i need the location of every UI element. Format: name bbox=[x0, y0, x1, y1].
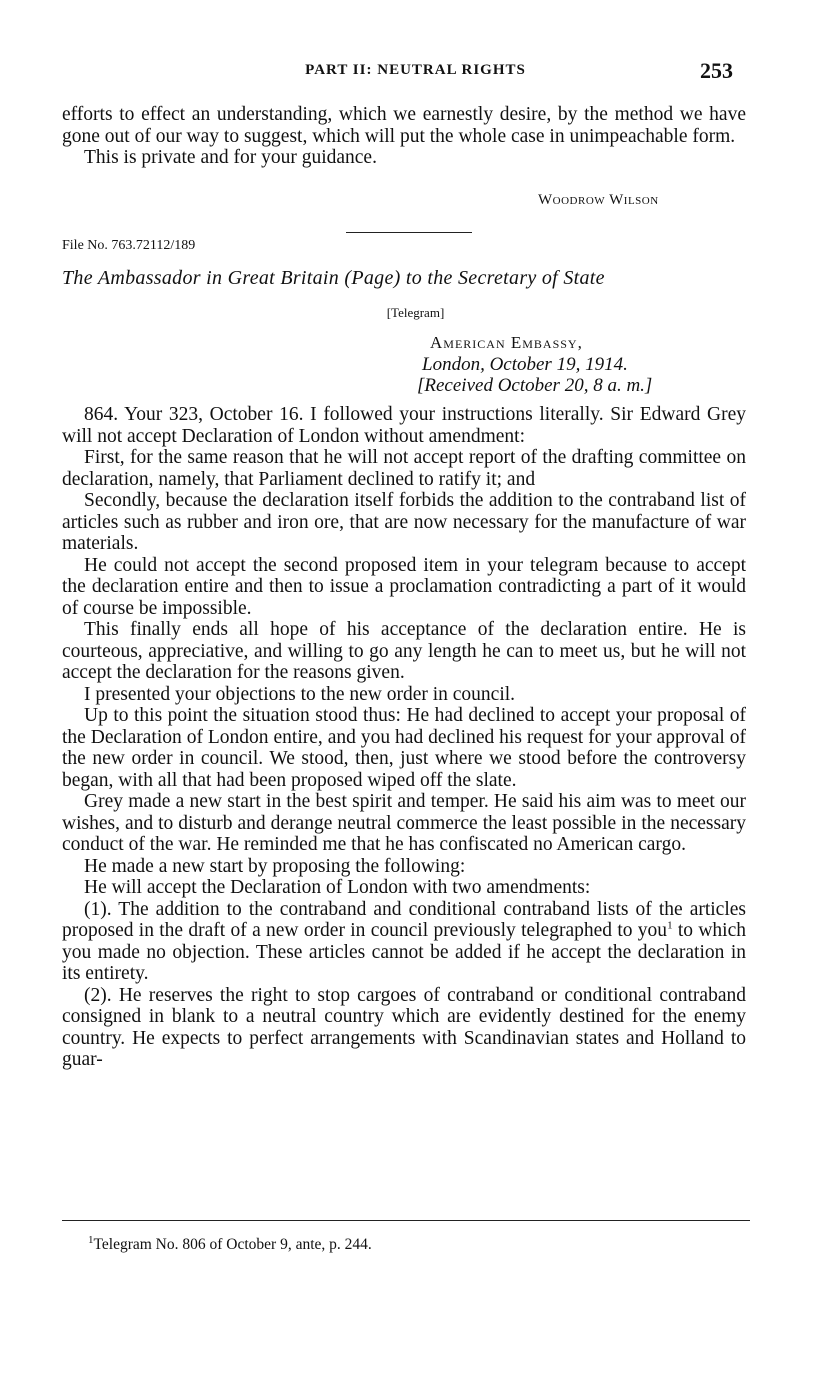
paragraph: He made a new start by proposing the following: bbox=[84, 855, 466, 877]
paragraph-with-footnote bbox=[62, 899, 746, 985]
paragraph: This finally ends all hope of his acceptance of the declaration entire. He is courteous, appreciative, and willing to go any length he can to meet us, but he will not accept the declaration for the reasons given. bbox=[62, 619, 746, 683]
private-line: This is private and for your guidance. bbox=[84, 147, 377, 168]
footnote-marker: 1 bbox=[88, 1233, 94, 1246]
paragraph: He will accept the Declaration of London with two amendments: bbox=[84, 877, 591, 898]
opening-text: efforts to effect an understanding, which we earnestly desire, by the method we have gone out of our way to suggest, which will put the whole case in unimpeachable form. bbox=[62, 104, 746, 147]
paragraph: Grey made a new start in the best spirit and temper. He said his aim was to meet our wishes, and to disturb and derange neutral commerce the least possible in the necessary conduct of the war. He reminded me that he has confiscated no American cargo. bbox=[62, 791, 746, 855]
page-number: 253 bbox=[700, 58, 733, 83]
telegram-body bbox=[62, 404, 746, 1071]
paragraph: Up to this point the situation stood thus: He had declined to accept your proposal of the Declaration of London entire, and you had declined his request for your approval of the new order in council. We stood, then, just where we stood before the controversy began, with all that had been proposed wiped off the slate. bbox=[62, 705, 746, 791]
paragraph: (2). He reserves the right to stop cargoes of contraband or conditional contraband consigned in blank to a neutral country which are evidently destined for the enemy country. He expects to perfect arrangements with Scandinavian states and Holland to guar- bbox=[62, 984, 746, 1070]
address-embassy: American Embassy, bbox=[430, 333, 583, 352]
paragraph: First, for the same reason that he will not accept report of the drafting committee on declaration, namely, that Parliament declined to ratify it; and bbox=[62, 447, 746, 490]
paragraph: I presented your objections to the new order in council. bbox=[84, 683, 516, 705]
paragraph: He could not accept the second proposed item in your telegram because to accept the declaration entire and then to issue a proclamation contradicting a part of it would of course be impossible. bbox=[62, 554, 746, 619]
document-title: The Ambassador in Great Britain (Page) to the Secretary of State bbox=[62, 267, 605, 289]
opening-paragraph bbox=[62, 104, 746, 169]
footnote-divider bbox=[62, 1220, 750, 1221]
paragraph-part: (1). The addition to the contraband and conditional contraband lists of the articles proposed in the draft of a new order in council previously telegraphed to you bbox=[62, 898, 746, 941]
paragraph: Secondly, because the declaration itself forbids the addition to the contraband list of articles such as rubber and iron ore, that are now necessary for the manufacture of war materials. bbox=[62, 490, 746, 554]
footnote-reference[interactable]: 1 bbox=[667, 919, 673, 932]
footnote bbox=[88, 1233, 372, 1254]
address-date: London, October 19, 1914. bbox=[422, 354, 628, 375]
paragraph-part: to which you made no objection. These articles cannot be added if he accept the declaration in its entirety. bbox=[62, 920, 747, 984]
footnote-text: Telegram No. 806 of October 9, ante, p. 244. bbox=[93, 1236, 372, 1253]
address-received: [Received October 20, 8 a. m.] bbox=[417, 375, 653, 396]
section-divider bbox=[346, 232, 472, 233]
paragraph: 864. Your 323, October 16. I followed your instructions literally. Sir Edward Grey will not accept Declaration of London without amendment: bbox=[62, 404, 746, 447]
running-header: PART II: NEUTRAL RIGHTS bbox=[305, 62, 526, 78]
signature: Woodrow Wilson bbox=[538, 192, 659, 208]
telegram-label: [Telegram] bbox=[386, 305, 445, 320]
file-number: File No. 763.72112/189 bbox=[62, 238, 196, 253]
